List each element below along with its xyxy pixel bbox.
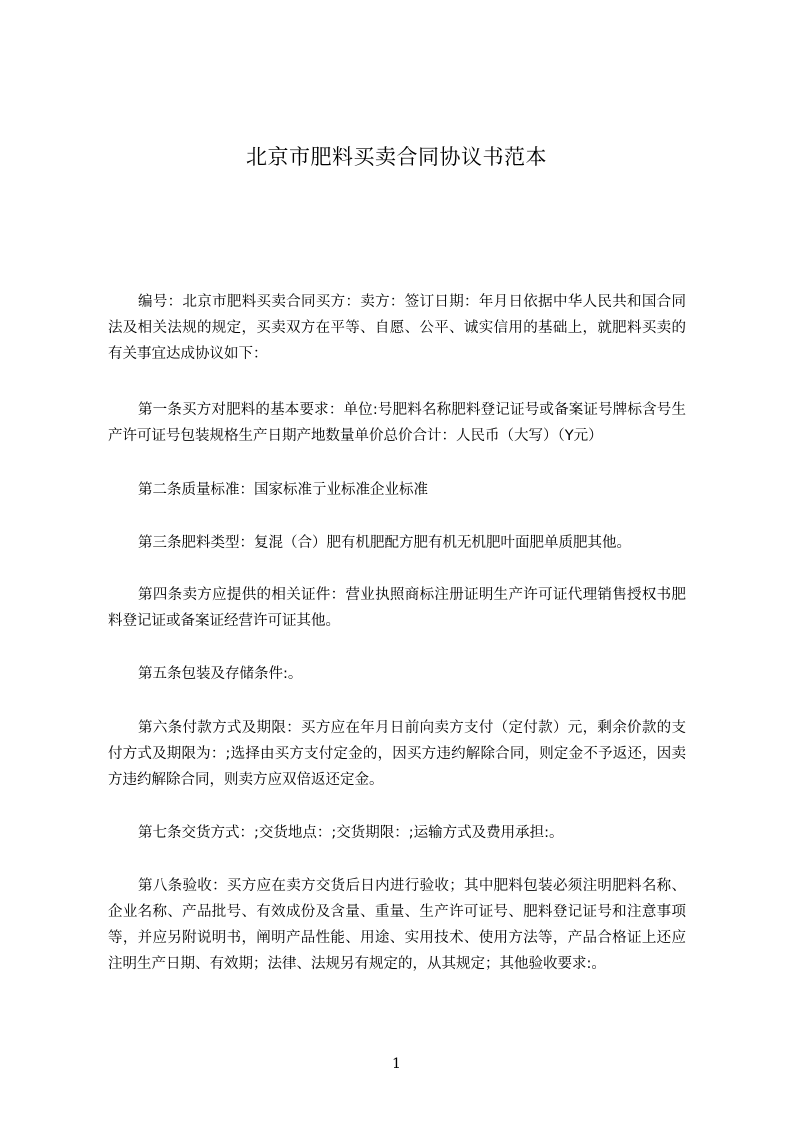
document-title: 北京市肥料买卖合同协议书范本 [246,145,547,169]
page-number: 1 [392,1056,401,1072]
article-7-paragraph: 第七条交货方式：;交货地点：;交货期限：;运输方式及费用承担:。 [138,825,564,841]
article-1-paragraph: 第一条买方对肥料的基本要求：单位:号肥料名称肥料登记证号或备案证号牌标含号生产许可证号包装规格生产日期产地数量单价总价合计：人民币（大写）（Y元） [108,402,686,444]
article-5-paragraph: 第五条包装及存储条件:。 [138,666,303,682]
article-3-paragraph: 第三条肥料类型：复混（合）肥有机肥配方肥有机无机肥叶面肥单质肥其他。 [138,535,631,551]
article-4-paragraph: 第四条卖方应提供的相关证件：营业执照商标注册证明生产许可证代理销售授权书肥料登记证或备案证经营许可证其他。 [108,587,686,629]
article-8-paragraph: 第八条验收：买方应在卖方交货后日内进行验收；其中肥料包装必须注明肥料名称、企业名称、产品批号、有效成份及含量、重量、生产许可证号、肥料登记证号和注意事项等，并应另附说明书，阐明产品性能、用途、实用技术、使用方法等，产品合格证上还应注明生产日期、有效期；法律、法规另有规定的，从其规定；其他验收要求:。 [108,878,686,972]
article-2-paragraph: 第二条质量标准：国家标准亍业标准企业标准 [138,482,428,498]
article-6-paragraph: 第六条付款方式及期限：买方应在年月日前向卖方支付（定付款）元，剩余价款的支付方式及期限为：;选择由买方支付定金的，因买方违约解除合同，则定金不予返还，因卖方违约解除合同，则卖方应双倍返还定金。 [108,720,686,788]
intro-paragraph: 编号：北京市肥料买卖合同买方：卖方：签订日期：年月日依据中华人民共和国合同法及相关法规的规定，买卖双方在平等、自愿、公平、诚实信用的基础上，就肥料买卖的有关事宜达成协议如下： [108,294,686,362]
